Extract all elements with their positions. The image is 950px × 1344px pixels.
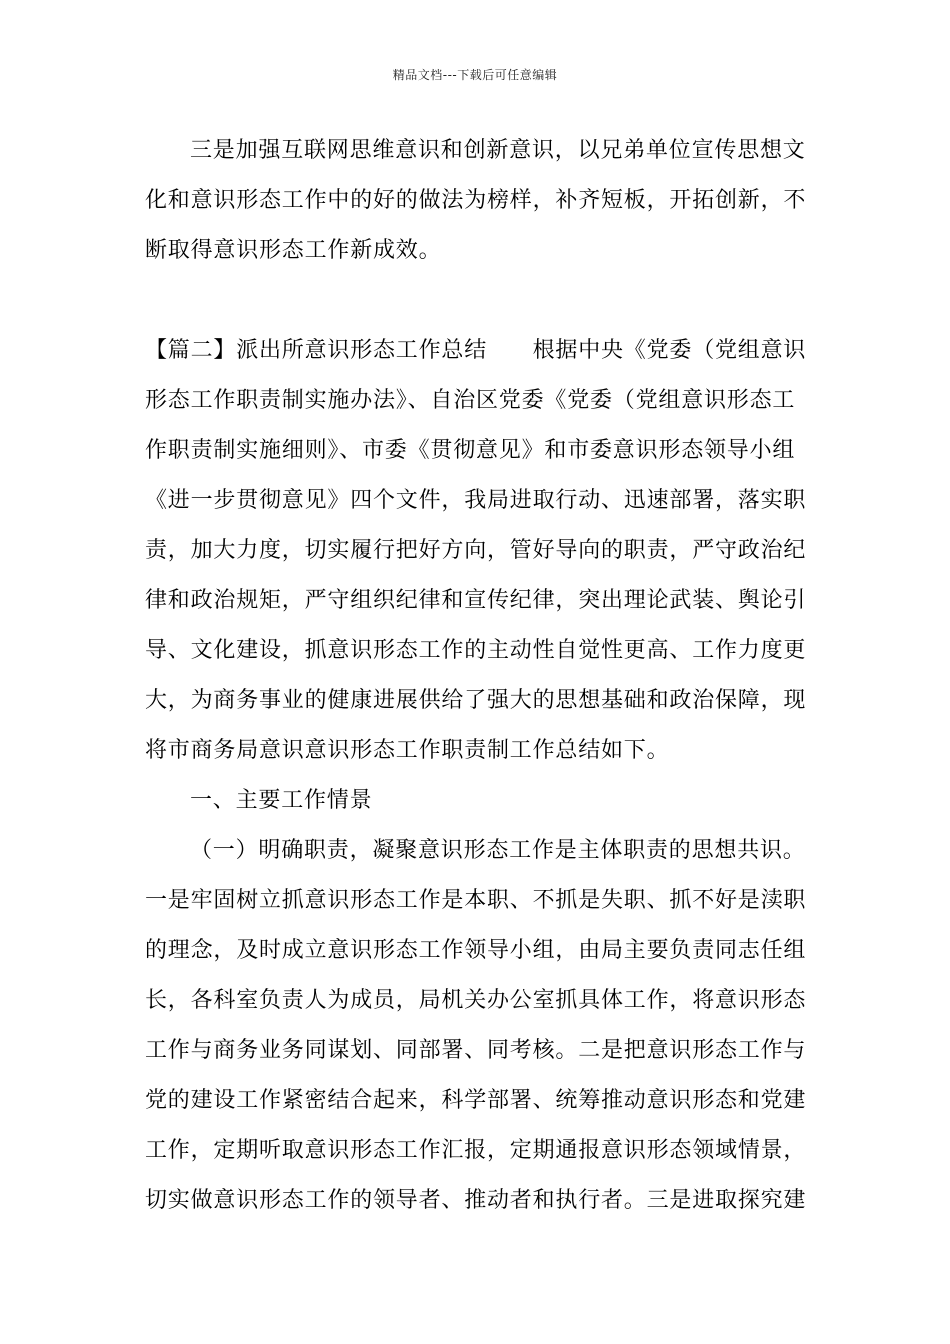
heading-line: 一、主要工作情景 [190,788,373,813]
paragraph-line: 长，各科室负责人为成员，局机关办公室抓具体工作，将意识形态 [145,988,807,1013]
paragraph-line: 律和政治规矩，严守组织纪律和宣传纪律，突出理论武装、舆论引 [145,588,807,613]
paragraph-line: 断取得意识形态工作新成效。 [145,238,442,263]
paragraph-line: 党的建设工作紧密结合起来，科学部署、统筹推动意识形态和党建 [145,1088,807,1113]
paragraph-line: 《进一步贯彻意见》四个文件，我局进取行动、迅速部署，落实职 [145,488,807,513]
page-header: 精品文档---下载后可任意编辑 [392,68,558,82]
paragraph-line: 作职责制实施细则》、市委《贯彻意见》和市委意识形态领导小组 [145,438,796,463]
subheading-line: （一）明确职责，凝聚意识形态工作是主体职责的思想共识。 [190,838,806,863]
paragraph-line: 工作与商务业务同谋划、同部署、同考核。二是把意识形态工作与 [145,1038,807,1063]
paragraph-line: 化和意识形态工作中的好的做法为榜样，补齐短板，开拓创新，不 [145,188,807,213]
paragraph-line: 大，为商务事业的健康进展供给了强大的思想基础和政治保障，现 [145,688,807,713]
paragraph-line: 三是加强互联网思维意识和创新意识，以兄弟单位宣传思想文 [190,138,806,163]
paragraph-line: 将市商务局意识意识形态工作职责制工作总结如下。 [145,738,670,763]
paragraph-line: 一是牢固树立抓意识形态工作是本职、不抓是失职、抓不好是渎职 [145,888,807,913]
section-title-line: 【篇二】派出所意识形态工作总结 根据中央《党委（党组意识 [145,338,807,363]
paragraph-line: 的理念，及时成立意识形态工作领导小组，由局主要负责同志任组 [145,938,807,963]
paragraph-line: 责，加大力度，切实履行把好方向，管好导向的职责，严守政治纪 [145,538,807,563]
paragraph-line: 导、文化建设，抓意识形态工作的主动性自觉性更高、工作力度更 [145,638,807,663]
paragraph-line: 切实做意识形态工作的领导者、推动者和执行者。三是进取探究建 [145,1188,807,1213]
paragraph-line: 形态工作职责制实施办法》、自治区党委《党委（党组意识形态工 [145,388,796,413]
paragraph-line: 工作，定期听取意识形态工作汇报，定期通报意识形态领域情景， [145,1138,807,1163]
